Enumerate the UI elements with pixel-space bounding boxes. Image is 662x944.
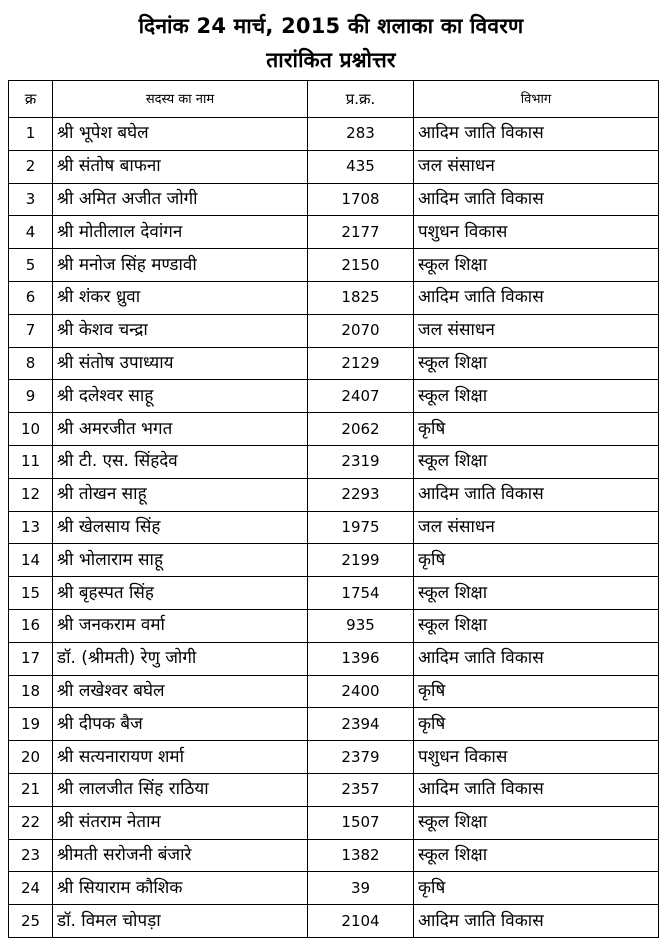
cell-department: कृषि — [414, 872, 659, 905]
cell-member-name: श्री संतोष बाफना — [53, 150, 308, 183]
cell-question-no: 2129 — [308, 347, 414, 380]
cell-department: स्कूल शिक्षा — [414, 839, 659, 872]
cell-member-name: श्री शंकर ध्रुवा — [53, 281, 308, 314]
cell-serial: 7 — [9, 314, 53, 347]
table-row — [9, 741, 659, 774]
table-row — [9, 708, 659, 741]
cell-serial: 21 — [9, 773, 53, 806]
cell-serial: 1 — [9, 118, 53, 151]
cell-department: आदिम जाति विकास — [414, 905, 659, 938]
cell-member-name: श्री जनकराम वर्मा — [53, 609, 308, 642]
header-serial: क्र — [9, 81, 53, 118]
cell-question-no: 2319 — [308, 445, 414, 478]
cell-member-name: श्री भोलाराम साहू — [53, 544, 308, 577]
table-row — [9, 445, 659, 478]
cell-department: जल संसाधन — [414, 314, 659, 347]
table-row — [9, 905, 659, 938]
cell-serial: 9 — [9, 380, 53, 413]
questions-table — [8, 80, 659, 938]
cell-member-name: श्री सियाराम कौशिक — [53, 872, 308, 905]
cell-department: जल संसाधन — [414, 511, 659, 544]
cell-question-no: 283 — [308, 118, 414, 151]
cell-department: स्कूल शिक्षा — [414, 609, 659, 642]
cell-department: आदिम जाति विकास — [414, 773, 659, 806]
table-row — [9, 314, 659, 347]
cell-department: पशुधन विकास — [414, 741, 659, 774]
cell-question-no: 2293 — [308, 478, 414, 511]
cell-question-no: 935 — [308, 609, 414, 642]
cell-question-no: 2150 — [308, 249, 414, 282]
cell-serial: 6 — [9, 281, 53, 314]
cell-serial: 5 — [9, 249, 53, 282]
cell-question-no: 2407 — [308, 380, 414, 413]
cell-question-no: 1708 — [308, 183, 414, 216]
cell-member-name: श्री लखेश्वर बघेल — [53, 675, 308, 708]
table-body — [9, 118, 659, 938]
header-member-name: सदस्य का नाम — [53, 81, 308, 118]
cell-department: कृषि — [414, 413, 659, 446]
cell-serial: 13 — [9, 511, 53, 544]
table-row — [9, 281, 659, 314]
table-row — [9, 118, 659, 151]
cell-question-no: 1975 — [308, 511, 414, 544]
cell-department: आदिम जाति विकास — [414, 642, 659, 675]
cell-member-name: डॉ. (श्रीमती) रेणु जोगी — [53, 642, 308, 675]
cell-member-name: श्री लालजीत सिंह राठिया — [53, 773, 308, 806]
cell-serial: 12 — [9, 478, 53, 511]
cell-department: कृषि — [414, 544, 659, 577]
cell-serial: 15 — [9, 577, 53, 610]
table-row — [9, 675, 659, 708]
cell-department: आदिम जाति विकास — [414, 183, 659, 216]
cell-serial: 25 — [9, 905, 53, 938]
cell-serial: 24 — [9, 872, 53, 905]
cell-question-no: 1825 — [308, 281, 414, 314]
table-row — [9, 478, 659, 511]
cell-department: आदिम जाति विकास — [414, 281, 659, 314]
table-row — [9, 216, 659, 249]
page-title: दिनांक 24 मार्च, 2015 की शलाका का विवरण — [138, 14, 524, 38]
cell-member-name: श्री दलेश्वर साहू — [53, 380, 308, 413]
cell-member-name: श्री बृहस्पत सिंह — [53, 577, 308, 610]
table-row — [9, 609, 659, 642]
table-row — [9, 577, 659, 610]
cell-serial: 10 — [9, 413, 53, 446]
cell-department: स्कूल शिक्षा — [414, 380, 659, 413]
cell-question-no: 2177 — [308, 216, 414, 249]
cell-serial: 18 — [9, 675, 53, 708]
cell-question-no: 2062 — [308, 413, 414, 446]
cell-question-no: 2070 — [308, 314, 414, 347]
cell-department: स्कूल शिक्षा — [414, 806, 659, 839]
cell-department: आदिम जाति विकास — [414, 118, 659, 151]
cell-question-no: 435 — [308, 150, 414, 183]
cell-question-no: 39 — [308, 872, 414, 905]
cell-department: कृषि — [414, 675, 659, 708]
cell-serial: 16 — [9, 609, 53, 642]
table-row — [9, 773, 659, 806]
cell-member-name: श्री केशव चन्द्रा — [53, 314, 308, 347]
cell-question-no: 2394 — [308, 708, 414, 741]
table-row — [9, 183, 659, 216]
cell-question-no: 2357 — [308, 773, 414, 806]
table-row — [9, 839, 659, 872]
table-row — [9, 380, 659, 413]
cell-member-name: श्री अमित अजीत जोगी — [53, 183, 308, 216]
cell-member-name: श्री अमरजीत भगत — [53, 413, 308, 446]
cell-member-name: श्री मनोज सिंह मण्डावी — [53, 249, 308, 282]
cell-question-no: 2199 — [308, 544, 414, 577]
cell-member-name: श्री खेलसाय सिंह — [53, 511, 308, 544]
cell-question-no: 2400 — [308, 675, 414, 708]
table-row — [9, 642, 659, 675]
cell-question-no: 1382 — [308, 839, 414, 872]
table-row — [9, 872, 659, 905]
table-row — [9, 511, 659, 544]
cell-department: स्कूल शिक्षा — [414, 445, 659, 478]
cell-serial: 2 — [9, 150, 53, 183]
cell-member-name: श्री दीपक बैज — [53, 708, 308, 741]
table-row — [9, 249, 659, 282]
cell-question-no: 2379 — [308, 741, 414, 774]
cell-member-name: डॉ. विमल चोपड़ा — [53, 905, 308, 938]
cell-member-name: श्री सत्यनारायण शर्मा — [53, 741, 308, 774]
cell-serial: 3 — [9, 183, 53, 216]
cell-department: स्कूल शिक्षा — [414, 347, 659, 380]
cell-question-no: 1396 — [308, 642, 414, 675]
table-row — [9, 413, 659, 446]
cell-department: स्कूल शिक्षा — [414, 577, 659, 610]
table-row — [9, 544, 659, 577]
header-department: विभाग — [414, 81, 659, 118]
cell-member-name: श्री संतराम नेताम — [53, 806, 308, 839]
cell-serial: 20 — [9, 741, 53, 774]
cell-department: पशुधन विकास — [414, 216, 659, 249]
cell-department: जल संसाधन — [414, 150, 659, 183]
page-subtitle: तारांकित प्रश्नोत्तर — [266, 48, 396, 72]
table-header-row — [9, 81, 659, 118]
cell-serial: 11 — [9, 445, 53, 478]
cell-serial: 4 — [9, 216, 53, 249]
cell-question-no: 1507 — [308, 806, 414, 839]
cell-member-name: श्री भूपेश बघेल — [53, 118, 308, 151]
cell-member-name: श्री संतोष उपाध्याय — [53, 347, 308, 380]
cell-serial: 22 — [9, 806, 53, 839]
cell-member-name: श्री टी. एस. सिंहदेव — [53, 445, 308, 478]
cell-member-name: श्री मोतीलाल देवांगन — [53, 216, 308, 249]
cell-question-no: 1754 — [308, 577, 414, 610]
cell-member-name: श्रीमती सरोजनी बंजारे — [53, 839, 308, 872]
header-question-no: प्र.क्र. — [308, 81, 414, 118]
cell-serial: 23 — [9, 839, 53, 872]
table-row — [9, 806, 659, 839]
cell-question-no: 2104 — [308, 905, 414, 938]
cell-serial: 14 — [9, 544, 53, 577]
cell-serial: 17 — [9, 642, 53, 675]
table-row — [9, 347, 659, 380]
table-row — [9, 150, 659, 183]
cell-member-name: श्री तोखन साहू — [53, 478, 308, 511]
cell-serial: 8 — [9, 347, 53, 380]
cell-department: आदिम जाति विकास — [414, 478, 659, 511]
cell-department: कृषि — [414, 708, 659, 741]
cell-department: स्कूल शिक्षा — [414, 249, 659, 282]
cell-serial: 19 — [9, 708, 53, 741]
